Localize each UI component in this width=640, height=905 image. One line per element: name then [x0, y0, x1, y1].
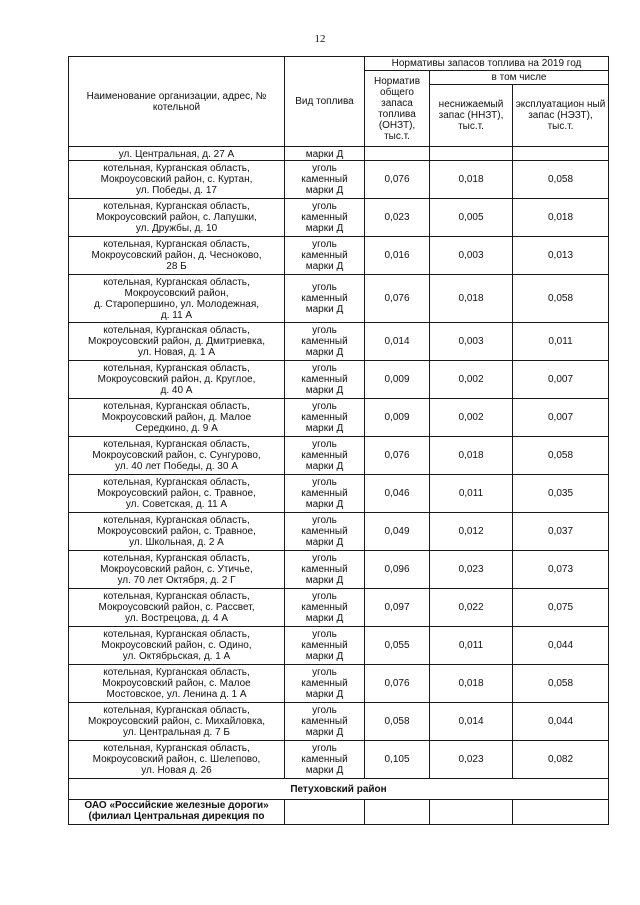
fuel-type-cell-line: каменный [301, 250, 348, 261]
fuel-type-cell-line: уголь [312, 363, 337, 374]
total-norm-cell: 0,009 [365, 399, 430, 437]
table-row [69, 237, 609, 275]
org-address-cell-line: Мокроусовский район, с. Шелепово, [92, 754, 261, 765]
fuel-type-cell-line: уголь [312, 515, 337, 526]
continuation-empty [513, 147, 609, 161]
org-address-cell [69, 323, 285, 361]
nnzt-cell: 0,003 [430, 323, 513, 361]
nezt-cell: 0,058 [513, 275, 609, 323]
fuel-type-cell-line: каменный [301, 602, 348, 613]
org-address-cell-line: ул. Вострецова, д. 4 А [124, 613, 228, 624]
table-row [69, 665, 609, 703]
fuel-type-cell-line: марки Д [305, 423, 344, 434]
fuel-type-cell-line: уголь [312, 743, 337, 754]
empty-cell [365, 800, 430, 825]
org-address-cell-line: ул. Новая д. 26 [141, 765, 212, 776]
org-address-cell-line: котельная, Курганская область, [103, 705, 250, 716]
org-address-cell-line: Мокроусовский район, с. Травное, [97, 488, 256, 499]
nezt-cell: 0,007 [513, 399, 609, 437]
total-norm-cell: 0,105 [365, 741, 430, 779]
table-row [69, 800, 609, 825]
org-address-cell-line: котельная, Курганская область, [103, 439, 250, 450]
fuel-type-cell-line: уголь [312, 667, 337, 678]
fuel-type-cell-line: марки Д [305, 461, 344, 472]
org-address-cell-line: д. Старопершино, ул. Молодежная, [93, 298, 260, 310]
total-norm-cell: 0,076 [365, 665, 430, 703]
nezt-cell: 0,058 [513, 437, 609, 475]
header-nezt: эксплуатацион ный запас (НЭЗТ), тыс.т. [513, 85, 609, 147]
org-address-cell [69, 237, 285, 275]
fuel-type-cell [285, 161, 365, 199]
org-address-cell-line: д. 11 А [160, 309, 193, 321]
org-address-cell-line: (филиал Центральная дирекция по [88, 811, 265, 822]
fuel-type-cell-line: уголь [312, 325, 337, 336]
nezt-cell: 0,082 [513, 741, 609, 779]
fuel-type-cell-line: марки Д [305, 499, 344, 510]
fuel-type-cell-line: уголь [312, 629, 337, 640]
total-norm-cell: 0,058 [365, 703, 430, 741]
nnzt-cell: 0,003 [430, 237, 513, 275]
fuel-type-cell-line: каменный [301, 336, 348, 347]
total-norm-cell: 0,097 [365, 589, 430, 627]
total-norm-cell: 0,096 [365, 551, 430, 589]
continuation-row [69, 147, 609, 161]
fuel-type-cell-line: уголь [312, 553, 337, 564]
district-title: Петуховский район [69, 779, 609, 800]
org-address-cell [69, 589, 285, 627]
org-address-cell-line: Мокроусовский район, д. Чесноково, [91, 250, 262, 261]
org-address-cell-line: д. 40 А [160, 385, 193, 396]
total-norm-cell: 0,023 [365, 199, 430, 237]
org-address-cell-line: ул. Школьная, д. 2 А [129, 537, 224, 548]
nezt-cell: 0,058 [513, 665, 609, 703]
org-address-cell-line: котельная, Курганская область, [103, 163, 250, 174]
fuel-type-cell-line: каменный [301, 678, 348, 689]
fuel-type-cell-line: каменный [301, 488, 348, 499]
fuel-type-cell-line: каменный [301, 640, 348, 651]
org-address-cell-line: Мокроусовский район, с. Рассвет, [98, 602, 255, 613]
fuel-type-cell-line: уголь [312, 705, 337, 716]
fuel-type-cell-line: каменный [301, 374, 348, 385]
header-fuel: Вид топлива [285, 57, 365, 147]
org-address-cell-line: Мокроусовский район, с. Лапушки, [96, 212, 257, 223]
org-address-cell [69, 627, 285, 665]
nezt-cell: 0,044 [513, 627, 609, 665]
table-row [69, 361, 609, 399]
org-address-cell-line: котельная, Курганская область, [103, 515, 250, 526]
total-norm-cell: 0,016 [365, 237, 430, 275]
table-row [69, 589, 609, 627]
org-address-cell-line: Мокроусовский район, д. Малое [101, 412, 252, 423]
org-address-cell-line: ул. 70 лет Октября, д. 2 Г [117, 575, 236, 586]
nnzt-cell: 0,012 [430, 513, 513, 551]
nezt-cell: 0,013 [513, 237, 609, 275]
fuel-type-cell [285, 627, 365, 665]
header-nnzt: неснижаемый запас (ННЗТ), тыс.т. [430, 85, 513, 147]
org-address-cell-line: котельная, Курганская область, [103, 201, 250, 212]
fuel-type-cell [285, 589, 365, 627]
org-address-cell-line: котельная, Курганская область, [103, 363, 250, 374]
nezt-cell: 0,044 [513, 703, 609, 741]
header-org: Наименование организации, адрес, № котельной [69, 57, 285, 147]
table-row [69, 513, 609, 551]
empty-cell [285, 800, 365, 825]
total-norm-cell: 0,055 [365, 627, 430, 665]
fuel-type-cell-line: каменный [301, 716, 348, 727]
fuel-type-cell [285, 741, 365, 779]
org-address-cell-line: Середкино, д. 9 А [135, 423, 218, 434]
org-address-cell [69, 665, 285, 703]
continuation-org: ул. Центральная, д. 27 А [69, 147, 285, 161]
empty-cell [430, 800, 513, 825]
header-including: в том числе [430, 71, 609, 85]
fuel-type-cell-line: каменный [301, 450, 348, 461]
fuel-type-cell-line: каменный [301, 412, 348, 423]
fuel-type-cell [285, 703, 365, 741]
fuel-type-cell-line: уголь [312, 163, 337, 174]
fuel-type-cell [285, 361, 365, 399]
nnzt-cell: 0,023 [430, 741, 513, 779]
fuel-type-cell-line: уголь [312, 477, 337, 488]
header-norms-group: Нормативы запасов топлива на 2019 год [365, 57, 609, 71]
org-address-cell-line: ул. 40 лет Победы, д. 30 А [115, 461, 238, 472]
fuel-type-cell-line: каменный [301, 564, 348, 575]
org-address-cell-line: ул. Новая, д. 1 А [137, 347, 216, 358]
fuel-type-cell [285, 475, 365, 513]
table-row [69, 741, 609, 779]
nnzt-cell: 0,023 [430, 551, 513, 589]
org-address-cell-line: котельная, Курганская область, [103, 591, 250, 602]
org-address-cell-line: ул. Октябрьская, д. 1 А [122, 651, 231, 662]
org-address-cell-line: котельная, Курганская область, [103, 477, 250, 488]
fuel-type-cell-line: уголь [312, 282, 337, 293]
nezt-cell: 0,058 [513, 161, 609, 199]
page-number: 12 [314, 33, 326, 45]
fuel-type-cell-line: марки Д [305, 185, 344, 196]
nnzt-cell: 0,011 [430, 627, 513, 665]
org-address-cell [69, 199, 285, 237]
fuel-type-cell-line: марки Д [305, 727, 344, 738]
nnzt-cell: 0,002 [430, 399, 513, 437]
total-norm-cell: 0,014 [365, 323, 430, 361]
org-address-cell-line: котельная, Курганская область, [103, 629, 250, 640]
fuel-type-cell-line: каменный [301, 212, 348, 223]
fuel-type-cell-line: каменный [301, 754, 348, 765]
fuel-type-cell-line: уголь [312, 591, 337, 602]
fuel-type-cell-line: марки Д [305, 537, 344, 548]
fuel-type-cell [285, 513, 365, 551]
fuel-type-cell-line: марки Д [305, 613, 344, 624]
empty-cell [513, 800, 609, 825]
table-row [69, 627, 609, 665]
nezt-cell: 0,075 [513, 589, 609, 627]
org-address-cell [69, 800, 285, 825]
table-row [69, 199, 609, 237]
nezt-cell: 0,007 [513, 361, 609, 399]
org-address-cell-line: котельная, Курганская область, [103, 667, 250, 678]
org-address-cell-line: котельная, Курганская область, [103, 325, 250, 336]
nezt-cell: 0,037 [513, 513, 609, 551]
nnzt-cell: 0,018 [430, 437, 513, 475]
org-address-cell [69, 161, 285, 199]
nnzt-cell: 0,022 [430, 589, 513, 627]
org-address-cell [69, 551, 285, 589]
org-address-cell-line: Мокроусовский район, с. Михайловка, [87, 716, 266, 727]
table-row [69, 551, 609, 589]
fuel-type-cell-line: марки Д [305, 304, 344, 315]
fuel-type-cell [285, 551, 365, 589]
org-address-cell-line: 28 Б [166, 261, 187, 272]
org-address-cell-line: ул. Советская, д. 11 А [125, 499, 228, 510]
fuel-type-cell-line: уголь [312, 401, 337, 412]
table-row [69, 275, 609, 323]
fuel-type-cell-line: каменный [301, 174, 348, 185]
org-address-cell-line: Мокроусовский район, д. Дмитриевка, [88, 336, 265, 347]
fuel-type-cell-line: марки Д [305, 575, 344, 586]
org-address-cell-line: Мокроусовский район, с. Малое [102, 678, 251, 689]
nnzt-cell: 0,011 [430, 475, 513, 513]
fuel-type-cell-line: уголь [312, 439, 337, 450]
nnzt-cell: 0,018 [430, 161, 513, 199]
nnzt-cell: 0,018 [430, 275, 513, 323]
org-address-cell-line: ул. Центральная д. 7 Б [123, 727, 230, 738]
table-row [69, 161, 609, 199]
continuation-fuel: марки Д [285, 147, 365, 161]
fuel-type-cell [285, 665, 365, 703]
org-address-cell-line: котельная, Курганская область, [103, 401, 250, 412]
org-address-cell-line: Мокроусовский район, с. Куртан, [100, 174, 253, 185]
fuel-type-cell-line: марки Д [305, 261, 344, 272]
total-norm-cell: 0,076 [365, 437, 430, 475]
total-norm-cell: 0,076 [365, 161, 430, 199]
org-address-cell-line: ул. Победы, д. 17 [136, 185, 217, 196]
fuel-type-cell-line: марки Д [305, 765, 344, 776]
org-address-cell-line: котельная, Курганская область, [103, 276, 250, 288]
fuel-type-cell-line: каменный [301, 526, 348, 537]
org-address-cell [69, 703, 285, 741]
fuel-type-cell-line: марки Д [305, 651, 344, 662]
nezt-cell: 0,011 [513, 323, 609, 361]
org-address-cell [69, 475, 285, 513]
table-row [69, 703, 609, 741]
total-norm-cell: 0,009 [365, 361, 430, 399]
continuation-empty [430, 147, 513, 161]
org-address-cell-line: Мокроусовский район, с. Одино, [101, 640, 252, 651]
table-row [69, 475, 609, 513]
fuel-type-cell [285, 237, 365, 275]
fuel-type-cell [285, 437, 365, 475]
fuel-type-cell-line: уголь [312, 201, 337, 212]
fuel-type-cell [285, 275, 365, 323]
org-address-cell-line: Мокроусовский район, с. Утичье, [100, 564, 253, 575]
org-address-cell [69, 437, 285, 475]
org-address-cell-line: Мокроусовский район, [124, 287, 229, 299]
org-address-cell [69, 399, 285, 437]
nnzt-cell: 0,005 [430, 199, 513, 237]
fuel-type-cell-line: марки Д [305, 223, 344, 234]
fuel-type-cell-line: уголь [312, 239, 337, 250]
district-row [69, 779, 609, 800]
nezt-cell: 0,035 [513, 475, 609, 513]
org-address-cell-line: ОАО «Российские железные дороги» [84, 800, 269, 811]
org-address-cell-line: ул. Дружбы, д. 10 [135, 223, 218, 234]
org-address-cell-line: котельная, Курганская область, [103, 553, 250, 564]
table-row [69, 437, 609, 475]
total-norm-cell: 0,046 [365, 475, 430, 513]
header-row-1 [69, 57, 609, 71]
org-address-cell [69, 741, 285, 779]
nnzt-cell: 0,014 [430, 703, 513, 741]
org-address-cell-line: Мокроусовский район, д. Круглое, [97, 374, 256, 385]
org-address-cell-line: Мостовское, ул. Ленина д. 1 А [106, 689, 247, 700]
total-norm-cell: 0,049 [365, 513, 430, 551]
nezt-cell: 0,018 [513, 199, 609, 237]
table-row [69, 399, 609, 437]
org-address-cell [69, 513, 285, 551]
fuel-type-cell-line: марки Д [305, 385, 344, 396]
fuel-type-cell [285, 199, 365, 237]
org-address-cell-line: Мокроусовский район, с. Сунгурово, [92, 450, 261, 461]
fuel-type-cell [285, 323, 365, 361]
header-total-norm: Норматив общего запаса топлива (ОНЗТ), тыс.т. [365, 71, 430, 147]
org-address-cell-line: котельная, Курганская область, [103, 743, 250, 754]
org-address-cell [69, 361, 285, 399]
continuation-empty [365, 147, 430, 161]
fuel-type-cell [285, 399, 365, 437]
org-address-cell-line: котельная, Курганская область, [103, 239, 250, 250]
fuel-norms-table [68, 56, 609, 825]
org-address-cell-line: Мокроусовский район, с. Травное, [97, 526, 256, 537]
org-address-cell [69, 275, 285, 323]
nnzt-cell: 0,018 [430, 665, 513, 703]
fuel-type-cell-line: каменный [301, 293, 348, 304]
nezt-cell: 0,073 [513, 551, 609, 589]
nnzt-cell: 0,002 [430, 361, 513, 399]
fuel-type-cell-line: марки Д [305, 347, 344, 358]
fuel-type-cell-line: марки Д [305, 689, 344, 700]
total-norm-cell: 0,076 [365, 275, 430, 323]
table-row [69, 323, 609, 361]
